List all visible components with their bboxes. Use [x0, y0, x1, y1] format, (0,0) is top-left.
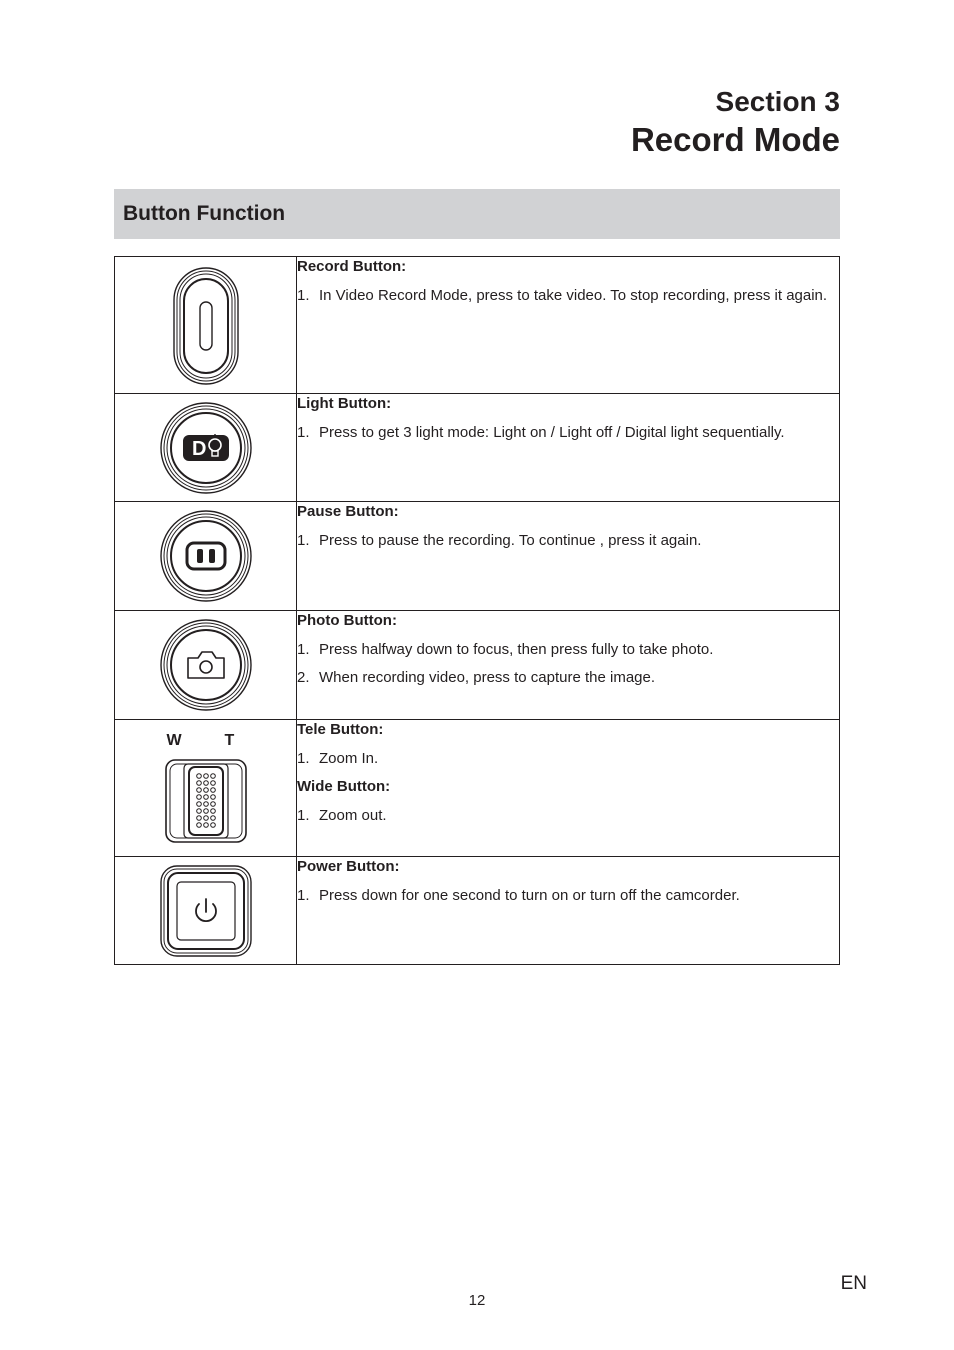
item-number: 1. — [297, 287, 310, 304]
record-button-icon — [171, 266, 241, 386]
list-item — [297, 886, 839, 906]
item-number: 1. — [297, 424, 310, 441]
camera-button-icon — [159, 618, 253, 712]
item-text: Press to pause the recording. To continue , press it again. — [319, 532, 702, 549]
language-label: EN — [840, 1273, 867, 1294]
button-title: Pause Button: — [297, 503, 399, 520]
page-number: 12 — [468, 1292, 486, 1309]
button-function-table — [114, 256, 840, 965]
item-text: Zoom out. — [319, 807, 387, 824]
description-cell — [297, 394, 840, 502]
table-row — [115, 611, 840, 720]
button-title: Power Button: — [297, 858, 400, 875]
item-text: When recording video, press to capture the image. — [319, 669, 656, 686]
power-button-icon — [159, 864, 253, 958]
svg-text:D: D — [191, 438, 206, 460]
description-cell — [297, 720, 840, 857]
item-number: 2. — [297, 669, 310, 686]
item-text: Zoom In. — [319, 750, 379, 767]
item-text: Press down for one second to turn on or turn off the camcorder. — [319, 887, 740, 904]
item-number: 1. — [297, 532, 310, 549]
zoom-lever — [161, 732, 251, 856]
item-text: In Video Record Mode, press to take video. To stop recording, press it again. — [319, 287, 828, 304]
list-item — [297, 286, 839, 306]
table-row — [115, 857, 840, 965]
icon-cell — [115, 257, 297, 394]
item-number: 1. — [297, 807, 310, 824]
table-row — [115, 394, 840, 502]
item-text: Press halfway down to focus, then press fully to take photo. — [319, 641, 714, 658]
list-item — [297, 531, 839, 551]
item-number: 1. — [297, 641, 310, 658]
description-cell — [297, 502, 840, 611]
list-item — [297, 640, 839, 660]
section-banner — [114, 189, 840, 239]
list-item — [297, 806, 839, 826]
button-title: Light Button: — [297, 395, 392, 412]
page-heading — [631, 84, 840, 160]
icon-cell — [115, 611, 297, 720]
button-title: Photo Button: — [297, 612, 397, 629]
table-row — [115, 257, 840, 394]
item-number: 1. — [297, 887, 310, 904]
wide-label: W — [166, 732, 182, 749]
section-number: Section 3 — [715, 86, 840, 117]
table-row — [115, 502, 840, 611]
table-row — [115, 720, 840, 857]
item-number: 1. — [297, 750, 310, 767]
description-cell — [297, 857, 840, 965]
light-button-icon — [159, 401, 253, 495]
section-title: Record Mode — [630, 121, 840, 158]
list-item — [297, 423, 839, 443]
pause-button-icon — [159, 509, 253, 603]
list-item — [297, 668, 839, 688]
icon-cell — [115, 720, 297, 857]
tele-label: T — [224, 732, 235, 749]
item-text: Press to get 3 light mode: Light on / Light off / Digital light sequentially. — [319, 424, 785, 441]
button-title: Tele Button: — [297, 721, 384, 738]
icon-cell — [115, 857, 297, 965]
button-title: Wide Button: — [297, 778, 391, 795]
description-cell — [297, 611, 840, 720]
banner-title: Button Function — [123, 202, 286, 225]
icon-cell — [115, 394, 297, 502]
zoom-lever-icon — [161, 756, 251, 846]
description-cell — [297, 257, 840, 394]
icon-cell — [115, 502, 297, 611]
list-item — [297, 749, 839, 769]
button-title: Record Button: — [297, 258, 407, 275]
